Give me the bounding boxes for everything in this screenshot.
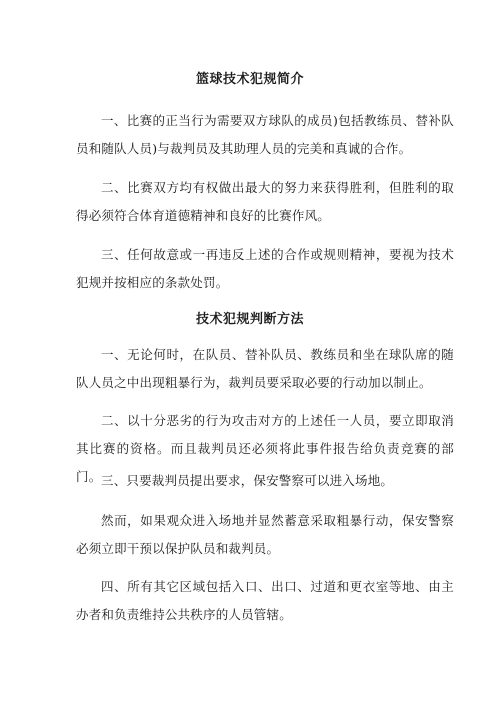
paragraph-2-3: 三、只要裁判员提出要求，保安警察可以进入场地。 bbox=[101, 473, 394, 488]
paragraph-1-3: 三、任何故意或一再违反上述的合作或规则精神，要视为技术犯规并按相应的条款处罚。 bbox=[76, 247, 454, 290]
paragraph-2-2: 二、以十分恶劣的行为攻击对方的上述任一人员，要立即取消其比赛的资格。而且裁判员还必须将此事件报告给负责竞赛的部门。 bbox=[76, 413, 454, 484]
paragraph-2-1: 一、无论何时，在队员、替补队员、教练员和坐在球队席的随队人员之中出现粗暴行为，裁判员要采取必要的行动加以制止。 bbox=[76, 347, 454, 390]
paragraph-2-5: 四、所有其它区域包括入口、出口、过道和更衣室等地、由主办者和负责维持公共秩序的人员管辖。 bbox=[76, 579, 454, 622]
paragraph-2-4: 然而，如果观众进入场地并显然蓄意采取粗暴行动，保安警察必须立即干预以保护队员和裁判员。 bbox=[76, 513, 454, 556]
section-title-judgment-methods: 技术犯规判断方法 bbox=[195, 312, 304, 327]
paragraph-1-1: 一、比赛的正当行为需要双方球队的成员)包括教练员、替补队员和随队人员)与裁判员及其助理人员的完美和真诚的合作。 bbox=[76, 113, 454, 156]
section-title-technical-foul-intro: 篮球技术犯规简介 bbox=[195, 72, 304, 87]
paragraph-1-2: 二、比赛双方均有权做出最大的努力来获得胜利，但胜利的取得必须符合体育道德精神和良好的比赛作风。 bbox=[76, 180, 454, 223]
